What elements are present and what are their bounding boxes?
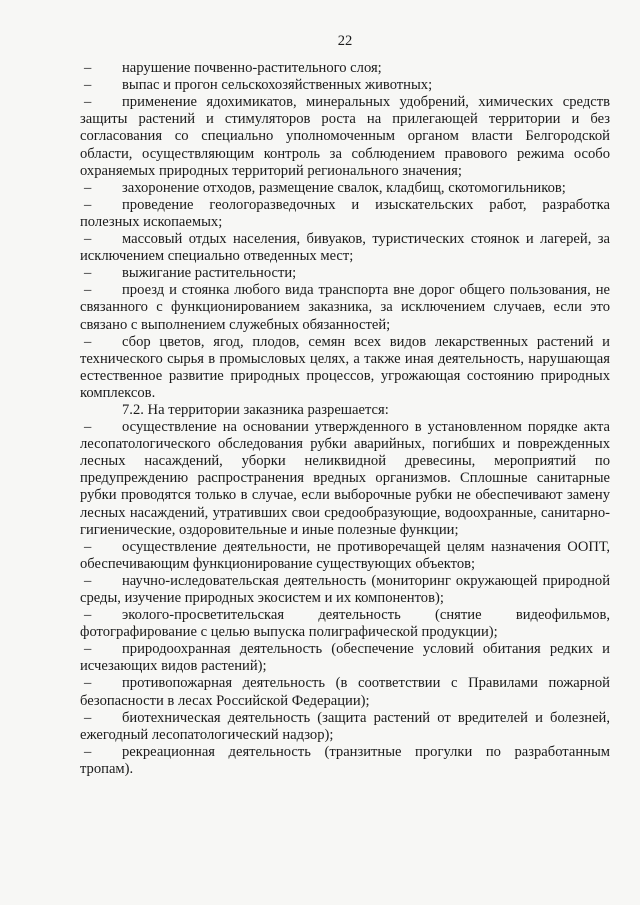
list-item [80, 94, 610, 179]
list-item-text: применение ядохимикатов, минеральных удобрений, химических средств защиты растений и стимуляторов роста на прилегающей территории и без согласования со специально уполномоченным органом власти Белгородской области, осуществляющим контроль за соблюдением правового режима особо охраняемых природных территорий регионального значения; [80, 94, 610, 179]
dash-marker: – [84, 572, 92, 589]
list-item [80, 744, 610, 778]
list-item [80, 60, 610, 77]
list-item-text: проведение геологоразведочных и изыскательских работ, разработка полезных ископаемых; [80, 196, 610, 230]
list-item [80, 77, 610, 94]
permitted-activities-list [80, 419, 610, 778]
list-item [80, 573, 610, 607]
dash-marker: – [84, 60, 92, 77]
list-item [80, 641, 610, 675]
list-item-text: природоохранная деятельность (обеспечение условий обитания редких и исчезающих видов растений); [80, 641, 610, 675]
list-item-text: биотехническая деятельность (защита растений от вредителей и болезней, ежегодный лесопатологический надзор); [80, 709, 610, 743]
section-heading: 7.2. На территории заказника разрешается: [122, 401, 389, 418]
list-item-text: нарушение почвенно-растительного слоя; [122, 60, 382, 77]
list-item [80, 282, 610, 333]
list-item [80, 607, 610, 641]
dash-marker: – [84, 265, 92, 282]
dash-marker: – [84, 333, 92, 350]
dash-marker: – [84, 538, 92, 555]
list-item [80, 180, 610, 197]
list-item-text: научно-иследовательская деятельность (мониторинг окружающей природной среды, изучение природных экосистем и их компонентов); [80, 572, 610, 606]
dash-marker: – [84, 196, 92, 213]
list-item-text: выпас и прогон сельскохозяйственных животных; [122, 77, 433, 94]
list-item-text: осуществление деятельности, не противоречащей целям назначения ООПТ, обеспечивающим функционирование существующих объектов; [80, 538, 610, 572]
dash-marker: – [84, 282, 92, 299]
list-item-text: рекреационная деятельность (транзитные прогулки по разработанным тропам). [80, 743, 610, 777]
list-item [80, 265, 610, 282]
list-item-text: сбор цветов, ягод, плодов, семян всех видов лекарственных растений и технического сырья в промысловых целях, а также иная деятельность, нарушающая естественное развитие природных процессов, угрожающая состоянию природных комплексов. [80, 333, 610, 401]
dash-marker: – [84, 641, 92, 658]
list-item-text: осуществление на основании утвержденного в установленном порядке акта лесопатологического обследования рубки аварийных, погибших и поврежденных лесных насаждений, уборки неликвидной древесины, мероприятий по предупреждению распространения вредных организмов. Сплошные санитарные рубки проводятся только в случае, если выборочные рубки не обеспечивают замену лесных насаждений, утративших свои средообразующие, водоохранные, санитарно-гигиенические, оздоровительные и иные полезные функции; [80, 419, 610, 538]
dash-marker: – [84, 675, 92, 692]
list-item-text: массовый отдых населения, бивуаков, туристических стоянок и лагерей, за исключением специально отведенных мест; [80, 231, 610, 265]
dash-marker: – [84, 179, 92, 196]
list-item-text: эколого-просветительская деятельность (снятие видеофильмов, фотографирование с целью выпуска полиграфической продукции); [80, 607, 610, 641]
dash-marker: – [84, 419, 92, 436]
list-item [80, 197, 610, 231]
list-item [80, 419, 610, 539]
list-item-text: противопожарная деятельность (в соответствии с Правилами пожарной безопасности в лесах Российской Федерации); [80, 675, 610, 709]
dash-marker: – [84, 77, 92, 94]
list-item [80, 539, 610, 573]
dash-marker: – [84, 231, 92, 248]
dash-marker: – [84, 743, 92, 760]
list-item [80, 231, 610, 265]
list-item-text: захоронение отходов, размещение свалок, кладбищ, скотомогильников; [122, 179, 566, 196]
list-item-text: выжигание растительности; [122, 265, 297, 282]
list-item [80, 675, 610, 709]
dash-marker: – [84, 709, 92, 726]
list-item-text: проезд и стоянка любого вида транспорта вне дорог общего пользования, не связанного с функционированием заказника, за исключением случаев, если это связано с выполнением служебных обязанностей; [80, 282, 610, 333]
prohibited-activities-list [80, 60, 610, 402]
dash-marker: – [84, 94, 92, 111]
list-item [80, 334, 610, 402]
list-item [80, 710, 610, 744]
dash-marker: – [84, 607, 92, 624]
page-number: 22 [337, 33, 353, 49]
